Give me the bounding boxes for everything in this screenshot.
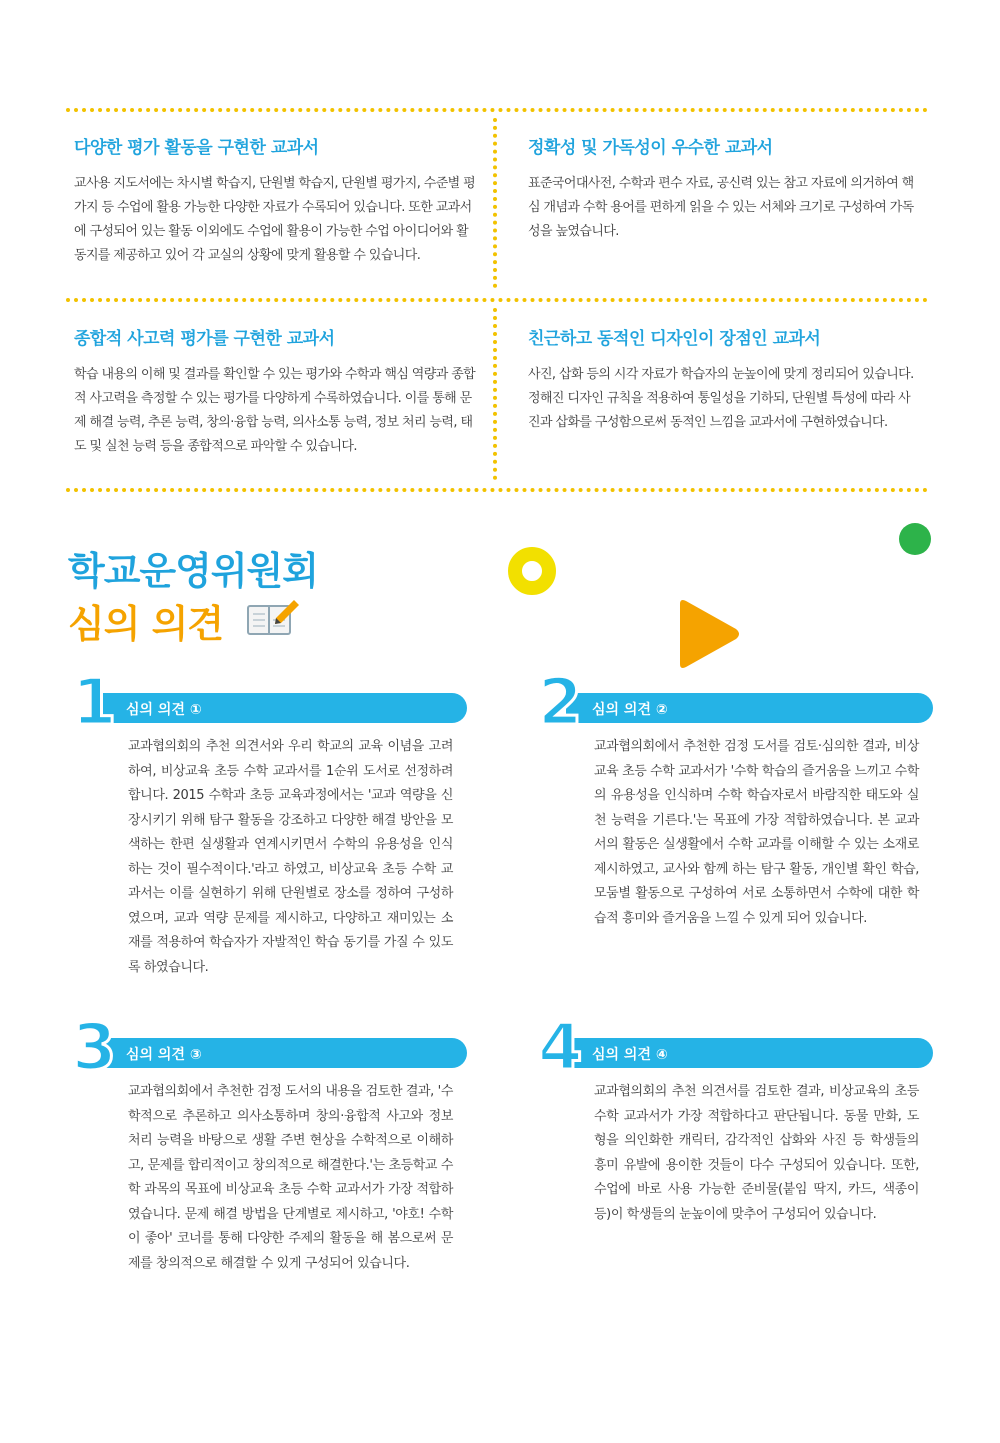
feature-body: 표준국어대사전, 수학과 편수 자료, 공신력 있는 참고 자료에 의거하여 핵심 개념과 수학 용어를 편하게 읽을 수 있는 서체와 크기로 구성하여 가독성을 높였습니다. bbox=[528, 176, 914, 239]
opinion-number: 3 bbox=[72, 1011, 117, 1085]
opinion-3 bbox=[72, 1011, 467, 1276]
divider-middle bbox=[66, 298, 928, 302]
divider-top bbox=[66, 108, 928, 112]
opinion-label: 심의 의견 ④ bbox=[592, 1047, 668, 1063]
opinion-body: 교과협의회에서 추천한 검정 도서의 내용을 검토한 결과, '수학적으로 추론하고 의사소통하며 창의·융합적 사고와 정보 처리 능력을 바탕으로 생활 주변 현상을 수학적으로 이해하고, 문제를 합리적이고 창의적으로 해결한다.'는 초등학교 수학 과목의 목표에 비상교육 초등 수학 교과서가 가장 적합하였습니다. 문제 해결 방법을 단계별로 제시하고, '야호! 수학이 좋아' 코너를 통해 다양한 주제의 활동을 해 봄으로써 문제를 창의적으로 해결할 수 있게 구성되어 있습니다. bbox=[128, 1084, 453, 1271]
feature-thinking bbox=[74, 324, 479, 459]
feature-body: 교사용 지도서에는 차시별 학습지, 단원별 학습지, 단원별 평가지, 수준별 평가지 등 수업에 활용 가능한 다양한 자료가 수록되어 있습니다. 또한 교과서에 구성되어 있는 활동 이외에도 수업에 활용이 가능한 수업 아이디어와 활동지를 제공하고 있어 각 교실의 상황에 맞게 활용할 수 있습니다. bbox=[74, 176, 476, 263]
opinion-label: 심의 의견 ① bbox=[126, 702, 202, 718]
feature-title: 종합적 사고력 평가를 구현한 교과서 bbox=[74, 329, 335, 349]
divider-vertical-top bbox=[493, 118, 497, 288]
opinion-body: 교과협의회의 추천 의견서와 우리 학교의 교육 이념을 고려하여, 비상교육 초등 수학 교과서를 1순위 도서로 선정하려 합니다. 2015 수학과 초등 교육과정에서는 '교과 역량을 신장시키기 위해 탐구 활동을 강조하고 다양한 해결 방안을 모색하는 한편 실생활과 연계시키면서 수학의 유용성을 인식하는 것이 필수적이다.'라고 하였고, 비상교육 초등 수학 교과서는 이를 실현하기 위해 단원별로 장소를 정하여 구성하였으며, 교과 역량 문제를 제시하고, 다양하고 재미있는 소재를 적용하여 학습자가 자발적인 학습 동기를 가질 수 있도록 하였습니다. bbox=[128, 739, 453, 975]
feature-readability bbox=[528, 133, 918, 244]
feature-evaluation bbox=[74, 133, 479, 268]
opinion-body: 교과협의회의 추천 의견서를 검토한 결과, 비상교육의 초등 수학 교과서가 가장 적합하다고 판단됩니다. 동물 만화, 도형을 의인화한 캐릭터, 감각적인 삽화와 사진 등 학생들의 흥미 유발에 용이한 것들이 다수 구성되어 있습니다. 또한, 수업에 바로 사용 가능한 준비물(붙임 딱지, 카드, 색종이 등)이 학생들의 눈높이에 맞추어 구성되어 있습니다. bbox=[594, 1084, 919, 1222]
opinion-header-bar bbox=[566, 693, 933, 723]
feature-body: 사진, 삽화 등의 시각 자료가 학습자의 눈높이에 맞게 정리되어 있습니다. 정해진 디자인 규칙을 적용하여 통일성을 기하되, 단원별 특성에 따라 사진과 삽화를 구성함으로써 동적인 느낌을 교과서에 구현하였습니다. bbox=[528, 367, 914, 430]
feature-title: 정확성 및 가독성이 우수한 교과서 bbox=[528, 138, 773, 158]
notebook-pencil-icon bbox=[246, 598, 300, 636]
feature-design bbox=[528, 324, 918, 435]
divider-bottom bbox=[66, 488, 928, 492]
opinion-header-bar bbox=[100, 693, 467, 723]
divider-vertical-bottom bbox=[493, 308, 497, 480]
feature-body: 학습 내용의 이해 및 결과를 확인할 수 있는 평가와 수학과 핵심 역량과 종합적 사고력을 측정할 수 있는 평가를 다양하게 수록하였습니다. 이를 통해 문제 해결 능력, 추론 능력, 창의·융합 능력, 의사소통 능력, 정보 처리 능력, 태도 및 실천 능력 등을 종합적으로 파악할 수 있습니다. bbox=[74, 367, 476, 454]
opinion-1 bbox=[72, 666, 467, 980]
feature-title: 친근하고 동적인 디자인이 장점인 교과서 bbox=[528, 329, 821, 349]
opinion-number: 4 bbox=[538, 1011, 583, 1085]
opinion-header-bar bbox=[566, 1038, 933, 1068]
opinion-4 bbox=[538, 1011, 933, 1227]
opinion-label: 심의 의견 ② bbox=[592, 702, 668, 718]
opinion-number: 1 bbox=[72, 666, 117, 740]
opinion-body: 교과협의회에서 추천한 검정 도서를 검토·심의한 결과, 비상교육 초등 수학 교과서가 '수학 학습의 즐거움을 느끼고 수학의 유용성을 인식하며 수학 학습자로서 바람직한 태도와 실천 능력을 기른다.'는 목표에 가장 적합하였습니다. 본 교과서의 활동은 실생활에서 수학 교과를 이해할 수 있는 소재로 제시하였고, 교사와 함께 하는 탐구 활동, 개인별 확인 학습, 모둠별 활동으로 구성하여 서로 소통하면서 수학에 대한 학습적 흥미와 즐거움을 느낄 수 있게 되어 있습니다. bbox=[594, 739, 919, 926]
section-subtitle: 심의 의견 bbox=[68, 602, 224, 646]
section-title: 학교운영위원회 bbox=[68, 549, 318, 593]
opinion-header-bar bbox=[100, 1038, 467, 1068]
opinion-2 bbox=[538, 666, 933, 931]
green-dot-icon bbox=[898, 522, 932, 556]
yellow-ring-icon bbox=[507, 546, 557, 596]
feature-title: 다양한 평가 활동을 구현한 교과서 bbox=[74, 138, 319, 158]
orange-play-icon bbox=[676, 598, 742, 670]
opinion-number: 2 bbox=[538, 666, 583, 740]
opinion-label: 심의 의견 ③ bbox=[126, 1047, 202, 1063]
